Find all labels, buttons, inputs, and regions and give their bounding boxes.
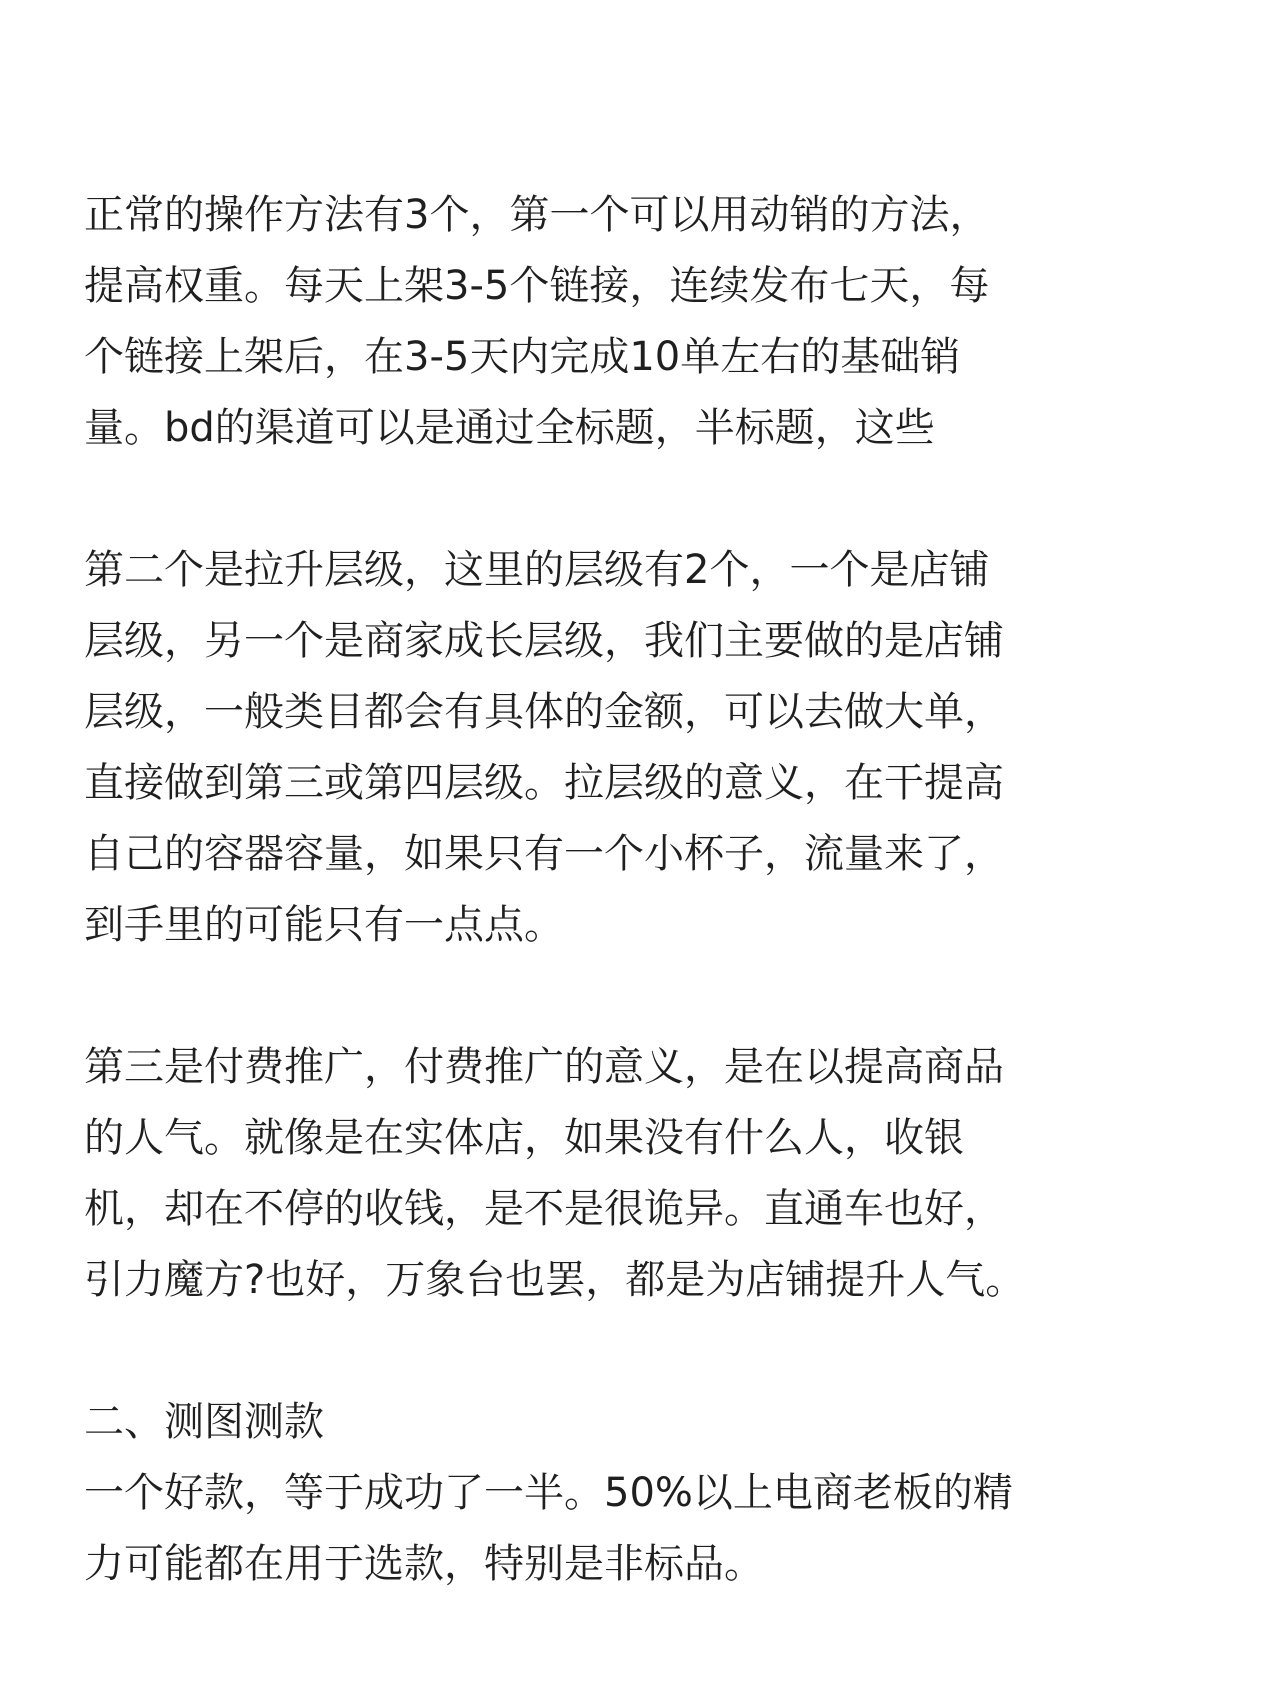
text-line: 个链接上架后，在3-5天内完成10单左右的基础销 <box>84 334 961 380</box>
text-line: 量。bd的渠道可以是通过全标题，半标题，这些 <box>84 405 935 451</box>
text-line: 层级，另一个是商家成长层级，我们主要做的是店铺 <box>84 618 1004 664</box>
document-body <box>84 180 1214 1600</box>
text-line: 直接做到第三或第四层级。拉层级的意义，在干提高 <box>84 760 1004 806</box>
text-line: 自己的容器容量，如果只有一个小杯子，流量来了， <box>84 831 1004 877</box>
text-line: 提高权重。每天上架3-5个链接，连续发布七天，每 <box>84 263 990 309</box>
text-line: 力可能都在用于选款，特别是非标品。 <box>84 1541 764 1587</box>
paragraph-spacer <box>84 1316 1214 1387</box>
text-line: 的人气。就像是在实体店，如果没有什么人，收银 <box>84 1115 964 1161</box>
paragraph-spacer <box>84 464 1214 535</box>
text-line: 第二个是拉升层级，这里的层级有2个，一个是店铺 <box>84 547 990 593</box>
paragraph-paid-promotion <box>84 1032 1214 1316</box>
text-line: 一个好款，等于成功了一半。50%以上电商老板的精 <box>84 1470 1013 1516</box>
text-line: 到手里的可能只有一点点。 <box>84 902 564 948</box>
paragraph-operation-methods <box>84 180 1214 464</box>
text-line: 引力魔方?也好，万象台也罢，都是为店铺提升人气。 <box>84 1257 1026 1303</box>
paragraph-raise-level <box>84 535 1214 961</box>
text-line: 第三是付费推广，付费推广的意义，是在以提高商品 <box>84 1044 1004 1090</box>
text-line: 正常的操作方法有3个，第一个可以用动销的方法， <box>84 192 990 238</box>
paragraph-spacer <box>84 961 1214 1032</box>
paragraph-test-images <box>84 1387 1214 1600</box>
text-line: 机，却在不停的收钱，是不是很诡异。直通车也好， <box>84 1186 1004 1232</box>
section-heading: 二、测图测款 <box>84 1399 324 1445</box>
text-line: 层级，一般类目都会有具体的金额，可以去做大单， <box>84 689 1004 735</box>
